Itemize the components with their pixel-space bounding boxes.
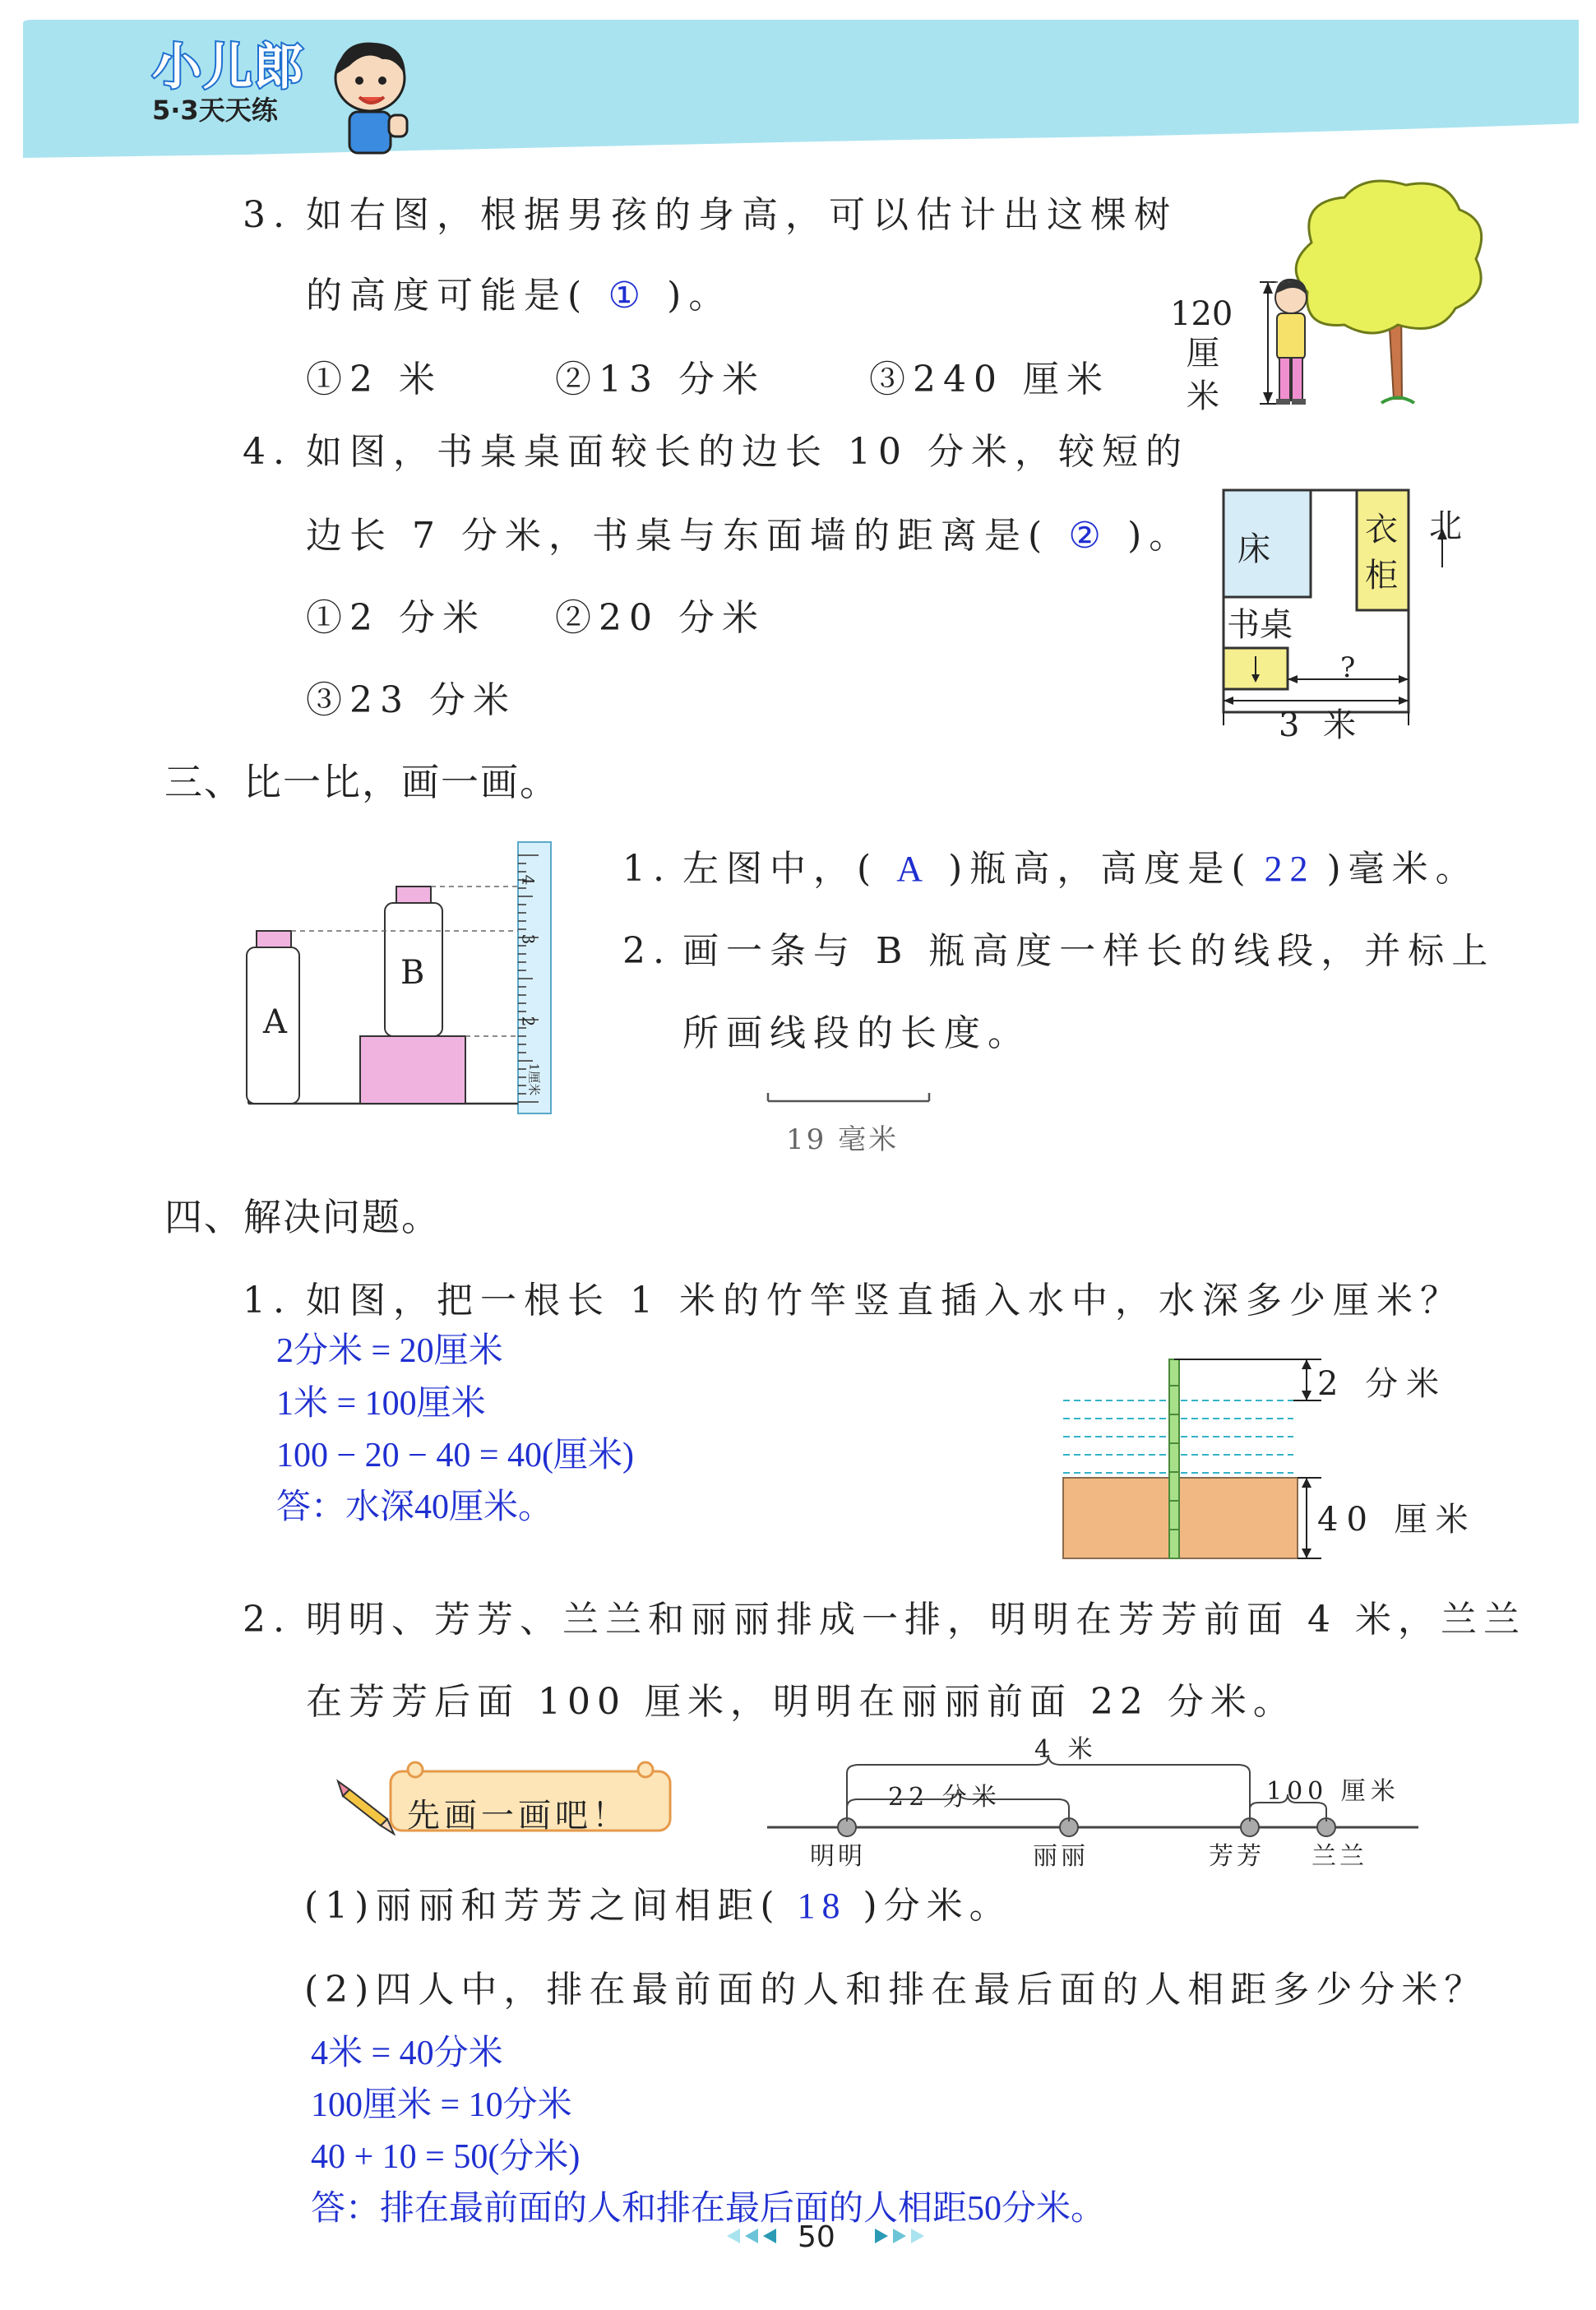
diagram-name-4: 兰兰 xyxy=(1311,1842,1367,1871)
q4-number: 4. xyxy=(243,431,292,473)
boy-figure-icon xyxy=(1275,279,1307,405)
water-top-label: 2 分米 xyxy=(1317,1365,1448,1403)
next-arrows-icon xyxy=(863,2224,962,2248)
bamboo-pole xyxy=(1169,1359,1179,1558)
s4-q1-text: 如图，把一根长 1 米的竹竿竖直插入水中，水深多少厘米？ xyxy=(306,1280,1464,1322)
s3-q2-line2: 所画线段的长度。 xyxy=(682,1012,1031,1054)
q4-line2-pre: 边长 7 分米，书桌与东面墙的距离是( xyxy=(306,515,1050,557)
s4-q2-sub1 xyxy=(304,1885,1012,1927)
s3-q1-part-c: )毫米。 xyxy=(1326,848,1479,890)
brand-subtitle: 5·3天天练 xyxy=(152,95,278,126)
s4-q2-number: 2. xyxy=(243,1599,292,1641)
q4-wardrobe-label-1: 衣 xyxy=(1365,511,1398,549)
diagram-left-brace-label: 22 分米 xyxy=(888,1783,1002,1812)
s4-q2-work-2: 100厘米 = 10分米 xyxy=(311,2086,572,2124)
water-pole-figure xyxy=(1057,1353,1340,1562)
s4-q1-number: 1. xyxy=(243,1280,292,1322)
brand-logo xyxy=(152,39,305,126)
q4-line2-post: )。 xyxy=(1127,515,1193,557)
q4-line2 xyxy=(306,515,1193,557)
s4-q1-work-2: 1米 = 100厘米 xyxy=(276,1385,486,1423)
mascot-boy-icon xyxy=(325,33,415,156)
q3-height-unit-2: 米 xyxy=(1187,377,1219,415)
tree-icon xyxy=(1296,181,1482,403)
ruler-mark-2: 2 xyxy=(518,1016,539,1027)
q3-line1: 如右图，根据男孩的身高，可以估计出这棵树 xyxy=(306,194,1177,236)
s4-q2-sub2: (2)四人中，排在最前面的人和排在最后面的人相距多少分米？ xyxy=(304,1969,1487,2011)
diagram-name-3: 芳芳 xyxy=(1209,1842,1265,1871)
bottle-a-label: A xyxy=(263,1003,287,1041)
s3-q2-line1: 画一条与 B 瓶高度一样长的线段，并标上 xyxy=(682,930,1496,972)
q4-north-label: 北 xyxy=(1429,507,1462,545)
pencil-icon xyxy=(338,1781,394,1834)
s4-q2-sub1-answer: 18 xyxy=(797,1886,847,1926)
page-number: 50 xyxy=(798,2220,835,2254)
hint-text: 先画一画吧！ xyxy=(407,1797,629,1835)
pink-box xyxy=(360,1036,465,1104)
q4-option-3: ③23 分米 xyxy=(306,679,516,721)
ruler-mark-4: 4 xyxy=(518,874,539,886)
section3-title: 三、比一比，画一画。 xyxy=(164,760,559,804)
q4-bed-label: 床 xyxy=(1237,530,1270,568)
s3-q1-number: 1. xyxy=(622,848,672,890)
s4-q2-work-1: 4米 = 40分米 xyxy=(311,2035,503,2072)
prev-arrows-icon xyxy=(691,2224,789,2248)
s3-q1-line xyxy=(682,848,1479,890)
q4-question-mark: ? xyxy=(1340,651,1356,684)
s3-q1-part-b: )瓶高，高度是( xyxy=(948,848,1253,890)
q3-option-3: ③240 厘米 xyxy=(869,359,1110,400)
q3-option-1: ①2 米 xyxy=(306,359,442,400)
s4-q2-line1: 明明、芳芳、兰兰和丽丽排成一排，明明在芳芳前面 4 米，兰兰 xyxy=(306,1599,1526,1641)
q4-line1: 如图，书桌桌面较长的边长 10 分米，较短的 xyxy=(306,431,1189,473)
s4-q2-sub1-post: )分米。 xyxy=(863,1885,1012,1927)
s4-q1-work-4: 答：水深40厘米。 xyxy=(276,1488,553,1526)
q4-width-label: 3 米 xyxy=(1279,706,1363,744)
ruler-mark-3: 3 xyxy=(518,933,539,945)
q4-option-1: ①2 分米 xyxy=(306,597,486,639)
s4-q2-work-4: 答：排在最前面的人和排在最后面的人相距50分米。 xyxy=(311,2190,1106,2228)
q4-wardrobe-label-2: 柜 xyxy=(1365,557,1398,595)
sand-layer xyxy=(1063,1478,1298,1558)
q3-answer: ① xyxy=(608,275,648,316)
s3-q2-number: 2. xyxy=(622,930,672,972)
s4-q1-work-3: 100 − 20 − 40 = 40(厘米) xyxy=(276,1437,635,1474)
s3-q1-answer-1: A xyxy=(896,849,931,889)
diagram-total-label: 4 米 xyxy=(1034,1735,1098,1764)
diagram-name-1: 明明 xyxy=(810,1842,866,1871)
brand-title: 小儿郎 xyxy=(152,39,305,96)
q3-number: 3. xyxy=(243,194,292,236)
s4-q1-work-1: 2分米 = 20厘米 xyxy=(276,1332,503,1370)
s3-q1-answer-2: 22 xyxy=(1264,849,1316,889)
s4-q2-line2: 在芳芳后面 100 厘米，明明在丽丽前面 22 分米。 xyxy=(306,1681,1296,1723)
bottle-b-label: B xyxy=(400,954,425,992)
segment-label: 19 毫米 xyxy=(786,1123,900,1156)
q4-option-2: ②20 分米 xyxy=(555,597,766,639)
s4-q2-sub1-pre: (1)丽丽和芳芳之间相距( xyxy=(304,1885,781,1927)
water-bottom-label: 40 厘米 xyxy=(1317,1501,1477,1539)
s3-q1-part-a: 左图中，( xyxy=(682,848,879,890)
q3-line2-post: )。 xyxy=(667,275,733,317)
q3-line2-pre: 的高度可能是( xyxy=(306,275,590,317)
q3-line2 xyxy=(306,275,733,317)
q4-answer: ② xyxy=(1068,516,1108,556)
q3-height-unit-1: 厘 xyxy=(1187,335,1219,373)
s4-q2-work-3: 40 + 10 = 50(分米) xyxy=(311,2138,581,2176)
q4-desk-label: 书桌 xyxy=(1227,606,1293,644)
ruler-mark-1: 1厘米 xyxy=(526,1062,542,1096)
diagram-right-brace-label: 100 厘米 xyxy=(1266,1777,1400,1806)
q3-height-number: 120 xyxy=(1170,295,1233,333)
section4-title: 四、解决问题。 xyxy=(164,1195,441,1239)
drawn-segment xyxy=(765,1090,937,1114)
diagram-name-2: 丽丽 xyxy=(1033,1842,1089,1871)
q3-option-2: ②13 分米 xyxy=(555,359,766,400)
